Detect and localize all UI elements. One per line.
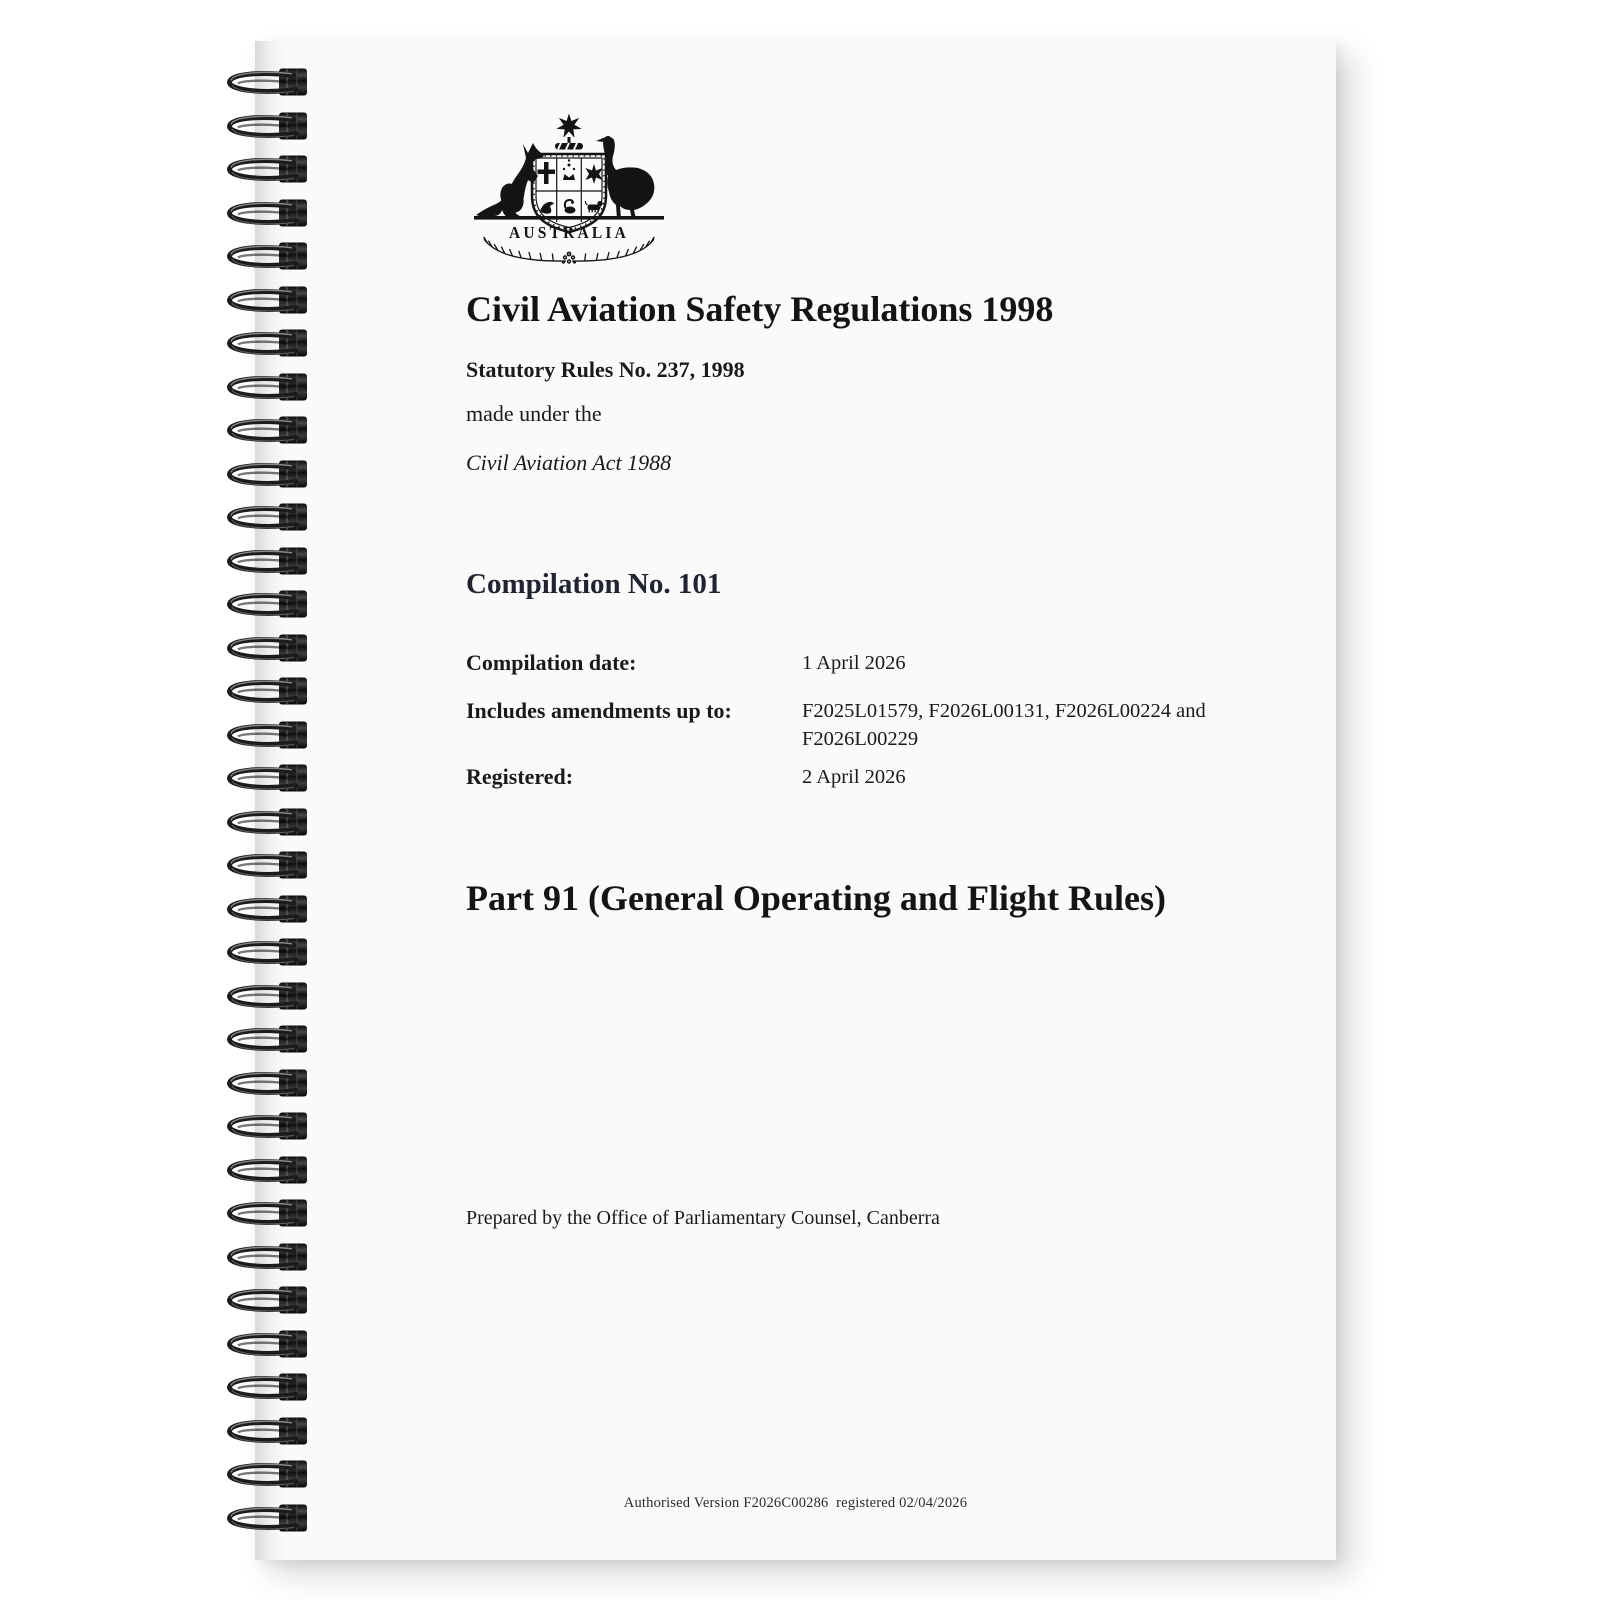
coil-wire-icon — [216, 1198, 310, 1229]
coil-wire-icon — [216, 1416, 310, 1447]
coil-wire-icon — [216, 1372, 310, 1403]
spiral-coil — [216, 546, 310, 577]
torse-icon — [555, 143, 583, 150]
coil-wire-icon — [216, 807, 310, 838]
spiral-coil — [216, 1503, 310, 1534]
registered-value: 2 April 2026 — [802, 766, 906, 788]
spiral-coil — [216, 981, 310, 1012]
spiral-coil — [216, 154, 310, 185]
statutory-rules-line: Statutory Rules No. 237, 1998 — [466, 357, 745, 382]
made-under-line: made under the — [466, 401, 602, 426]
spiral-coil — [216, 1372, 310, 1403]
coil-wire-icon — [216, 589, 310, 620]
coil-wire-icon — [216, 1155, 310, 1186]
spiral-coil — [216, 1068, 310, 1099]
registered-label: Registered: — [466, 764, 574, 789]
coil-wire-icon — [216, 415, 310, 446]
coat-of-arms — [470, 112, 668, 265]
coil-wire-icon — [216, 285, 310, 316]
coil-wire-icon — [216, 154, 310, 185]
coil-wire-icon — [216, 1111, 310, 1142]
spiral-coil — [216, 502, 310, 533]
spiral-coil — [216, 1198, 310, 1229]
coil-wire-icon — [216, 1024, 310, 1055]
spiral-coil — [216, 67, 310, 98]
spiral-coil — [216, 676, 310, 707]
spiral-coil — [216, 850, 310, 881]
spiral-coil — [216, 589, 310, 620]
coil-wire-icon — [216, 1242, 310, 1273]
coil-wire-icon — [216, 502, 310, 533]
spiral-coil — [216, 1416, 310, 1447]
spiral-coil — [216, 894, 310, 925]
coil-wire-icon — [216, 981, 310, 1012]
coil-wire-icon — [216, 328, 310, 359]
spiral-coil — [216, 1155, 310, 1186]
enabling-act-line: Civil Aviation Act 1988 — [466, 450, 672, 475]
coil-wire-icon — [216, 1503, 310, 1534]
part-title: Part 91 (General Operating and Flight Rules) — [466, 878, 1166, 918]
amendments-label: Includes amendments up to: — [466, 698, 732, 723]
spiral-coil — [216, 241, 310, 272]
spiral-coil — [216, 285, 310, 316]
spiral-coil — [216, 1242, 310, 1273]
commonwealth-star-icon — [556, 114, 581, 144]
spiral-coil — [216, 1024, 310, 1055]
spiral-coil — [216, 459, 310, 490]
spiral-coil — [216, 633, 310, 664]
coil-wire-icon — [216, 1459, 310, 1490]
prepared-by-line: Prepared by the Office of Parliamentary Counsel, Canberra — [466, 1207, 940, 1229]
coil-wire-icon — [216, 763, 310, 794]
spiral-coil — [216, 415, 310, 446]
compilation-heading: Compilation No. 101 — [466, 568, 722, 600]
spiral-binding — [216, 0, 310, 1600]
spiral-coil — [216, 328, 310, 359]
coil-wire-icon — [216, 937, 310, 968]
spiral-coil — [216, 111, 310, 142]
coil-wire-icon — [216, 198, 310, 229]
coil-wire-icon — [216, 633, 310, 664]
coil-wire-icon — [216, 720, 310, 751]
coil-wire-icon — [216, 1329, 310, 1360]
document-page — [255, 41, 1336, 1560]
spiral-coil — [216, 1329, 310, 1360]
coil-wire-icon — [216, 111, 310, 142]
spiral-coil — [216, 1459, 310, 1490]
spiral-coil — [216, 198, 310, 229]
compilation-date-value: 1 April 2026 — [802, 652, 906, 674]
spiral-coil — [216, 937, 310, 968]
coil-wire-icon — [216, 67, 310, 98]
spiral-coil — [216, 1285, 310, 1316]
coil-wire-icon — [216, 241, 310, 272]
spiral-coil — [216, 720, 310, 751]
compilation-date-label: Compilation date: — [466, 650, 637, 675]
coil-wire-icon — [216, 676, 310, 707]
spiral-coil — [216, 763, 310, 794]
spiral-coil — [216, 372, 310, 403]
coil-wire-icon — [216, 372, 310, 403]
amendments-value: F2025L01579, F2026L00131, F2026L00224 and F2026L00229 — [802, 700, 1206, 750]
spiral-coil — [216, 1111, 310, 1142]
coil-wire-icon — [216, 546, 310, 577]
coil-wire-icon — [216, 850, 310, 881]
authorised-version-footer: Authorised Version F2026C00286 registered 02/04/2026 — [623, 1495, 968, 1511]
coil-wire-icon — [216, 459, 310, 490]
coil-wire-icon — [216, 894, 310, 925]
coil-wire-icon — [216, 1068, 310, 1099]
wattle-flowers-icon — [562, 252, 576, 264]
document-title: Civil Aviation Safety Regulations 1998 — [466, 289, 1054, 329]
coil-wire-icon — [216, 1285, 310, 1316]
shield-icon — [532, 154, 606, 232]
australia-banner: AUSTRALIA — [509, 223, 629, 242]
spiral-coil — [216, 807, 310, 838]
ground-bar — [474, 216, 664, 220]
